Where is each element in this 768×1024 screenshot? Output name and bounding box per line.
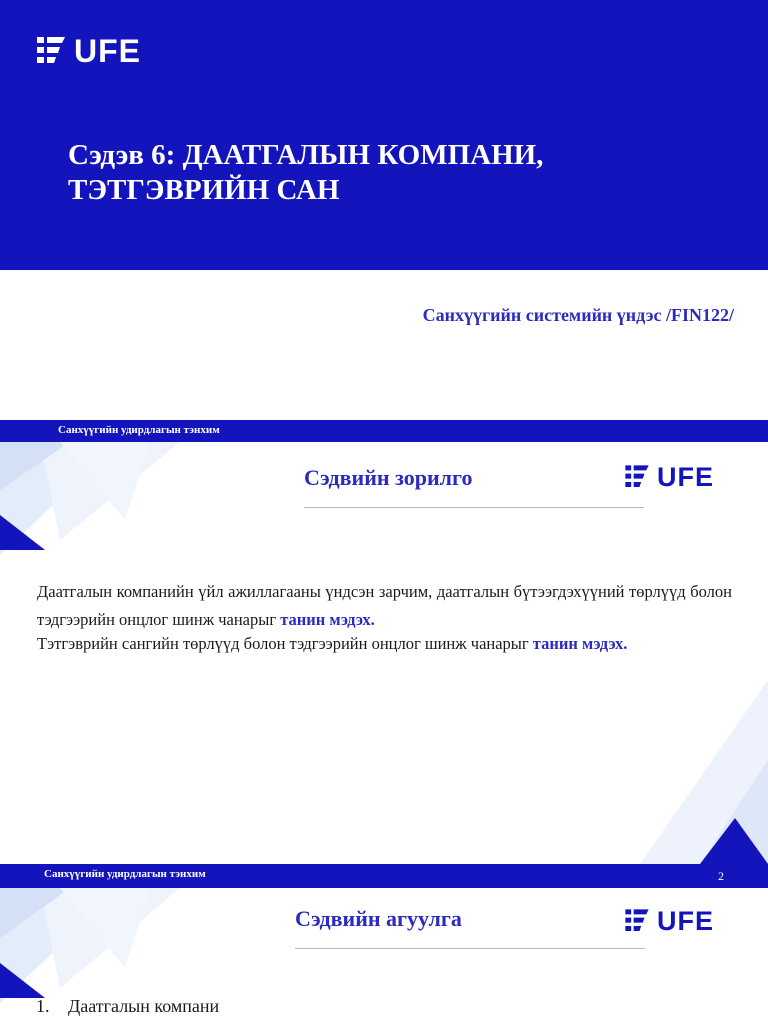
slide-title-heading [68, 138, 708, 208]
ufe-logo-text: UFE [657, 461, 714, 492]
ufe-logo [34, 33, 141, 69]
ufe-logo-text: UFE [657, 905, 714, 936]
title-banner [0, 0, 768, 270]
slide-contents [0, 888, 768, 1024]
objective-paragraph-2: Тэтгэврийн сангийн төрлүүд болон тэдгээрийн онцлог шинж чанарыг танин мэдэх. [37, 634, 628, 653]
list-item-number: 1. [36, 996, 50, 1016]
ufe-flag-icon [622, 462, 652, 492]
objective-paragraph-1: Даатгалын компанийн үйл ажиллагааны үндсэн зарчим, даатгалын бүтээгдэхүүний төрлүүд болон тэдгээрийн онцлог шинж чанарыг танин мэдэх. [37, 582, 732, 629]
ufe-logo-text: UFE [74, 33, 141, 69]
ufe-logo [622, 906, 714, 936]
ufe-logo [622, 462, 714, 492]
slide-objectives [0, 420, 768, 888]
course-name: Санхүүгийн системийн үндэс /FIN122/ [422, 305, 734, 325]
highlight-text: танин мэдэх. [532, 634, 628, 653]
highlight-text: танин мэдэх. [280, 610, 375, 629]
slide-title [0, 0, 768, 420]
section-title: Сэдвийн агуулга [295, 906, 462, 931]
page-number: 2 [718, 869, 724, 883]
top-bar [0, 420, 768, 442]
title-underline [295, 948, 645, 949]
title-line-2: ТЭТГЭВРИЙН САН [68, 174, 340, 206]
department-label: Санхүүгийн удирдлагын тэнхим [58, 424, 220, 436]
section-title: Сэдвийн зорилго [304, 465, 473, 490]
ufe-flag-icon [622, 906, 652, 936]
ufe-flag-icon [34, 33, 68, 69]
list-item-label: Даатгалын компани [68, 996, 220, 1016]
title-underline [304, 507, 644, 508]
department-label: Санхүүгийн удирдлагын тэнхим [44, 868, 206, 880]
bottom-bar [0, 864, 768, 888]
title-line-1: Сэдэв 6: ДААТГАЛЫН КОМПАНИ, [68, 139, 544, 171]
list-item [36, 996, 219, 1017]
